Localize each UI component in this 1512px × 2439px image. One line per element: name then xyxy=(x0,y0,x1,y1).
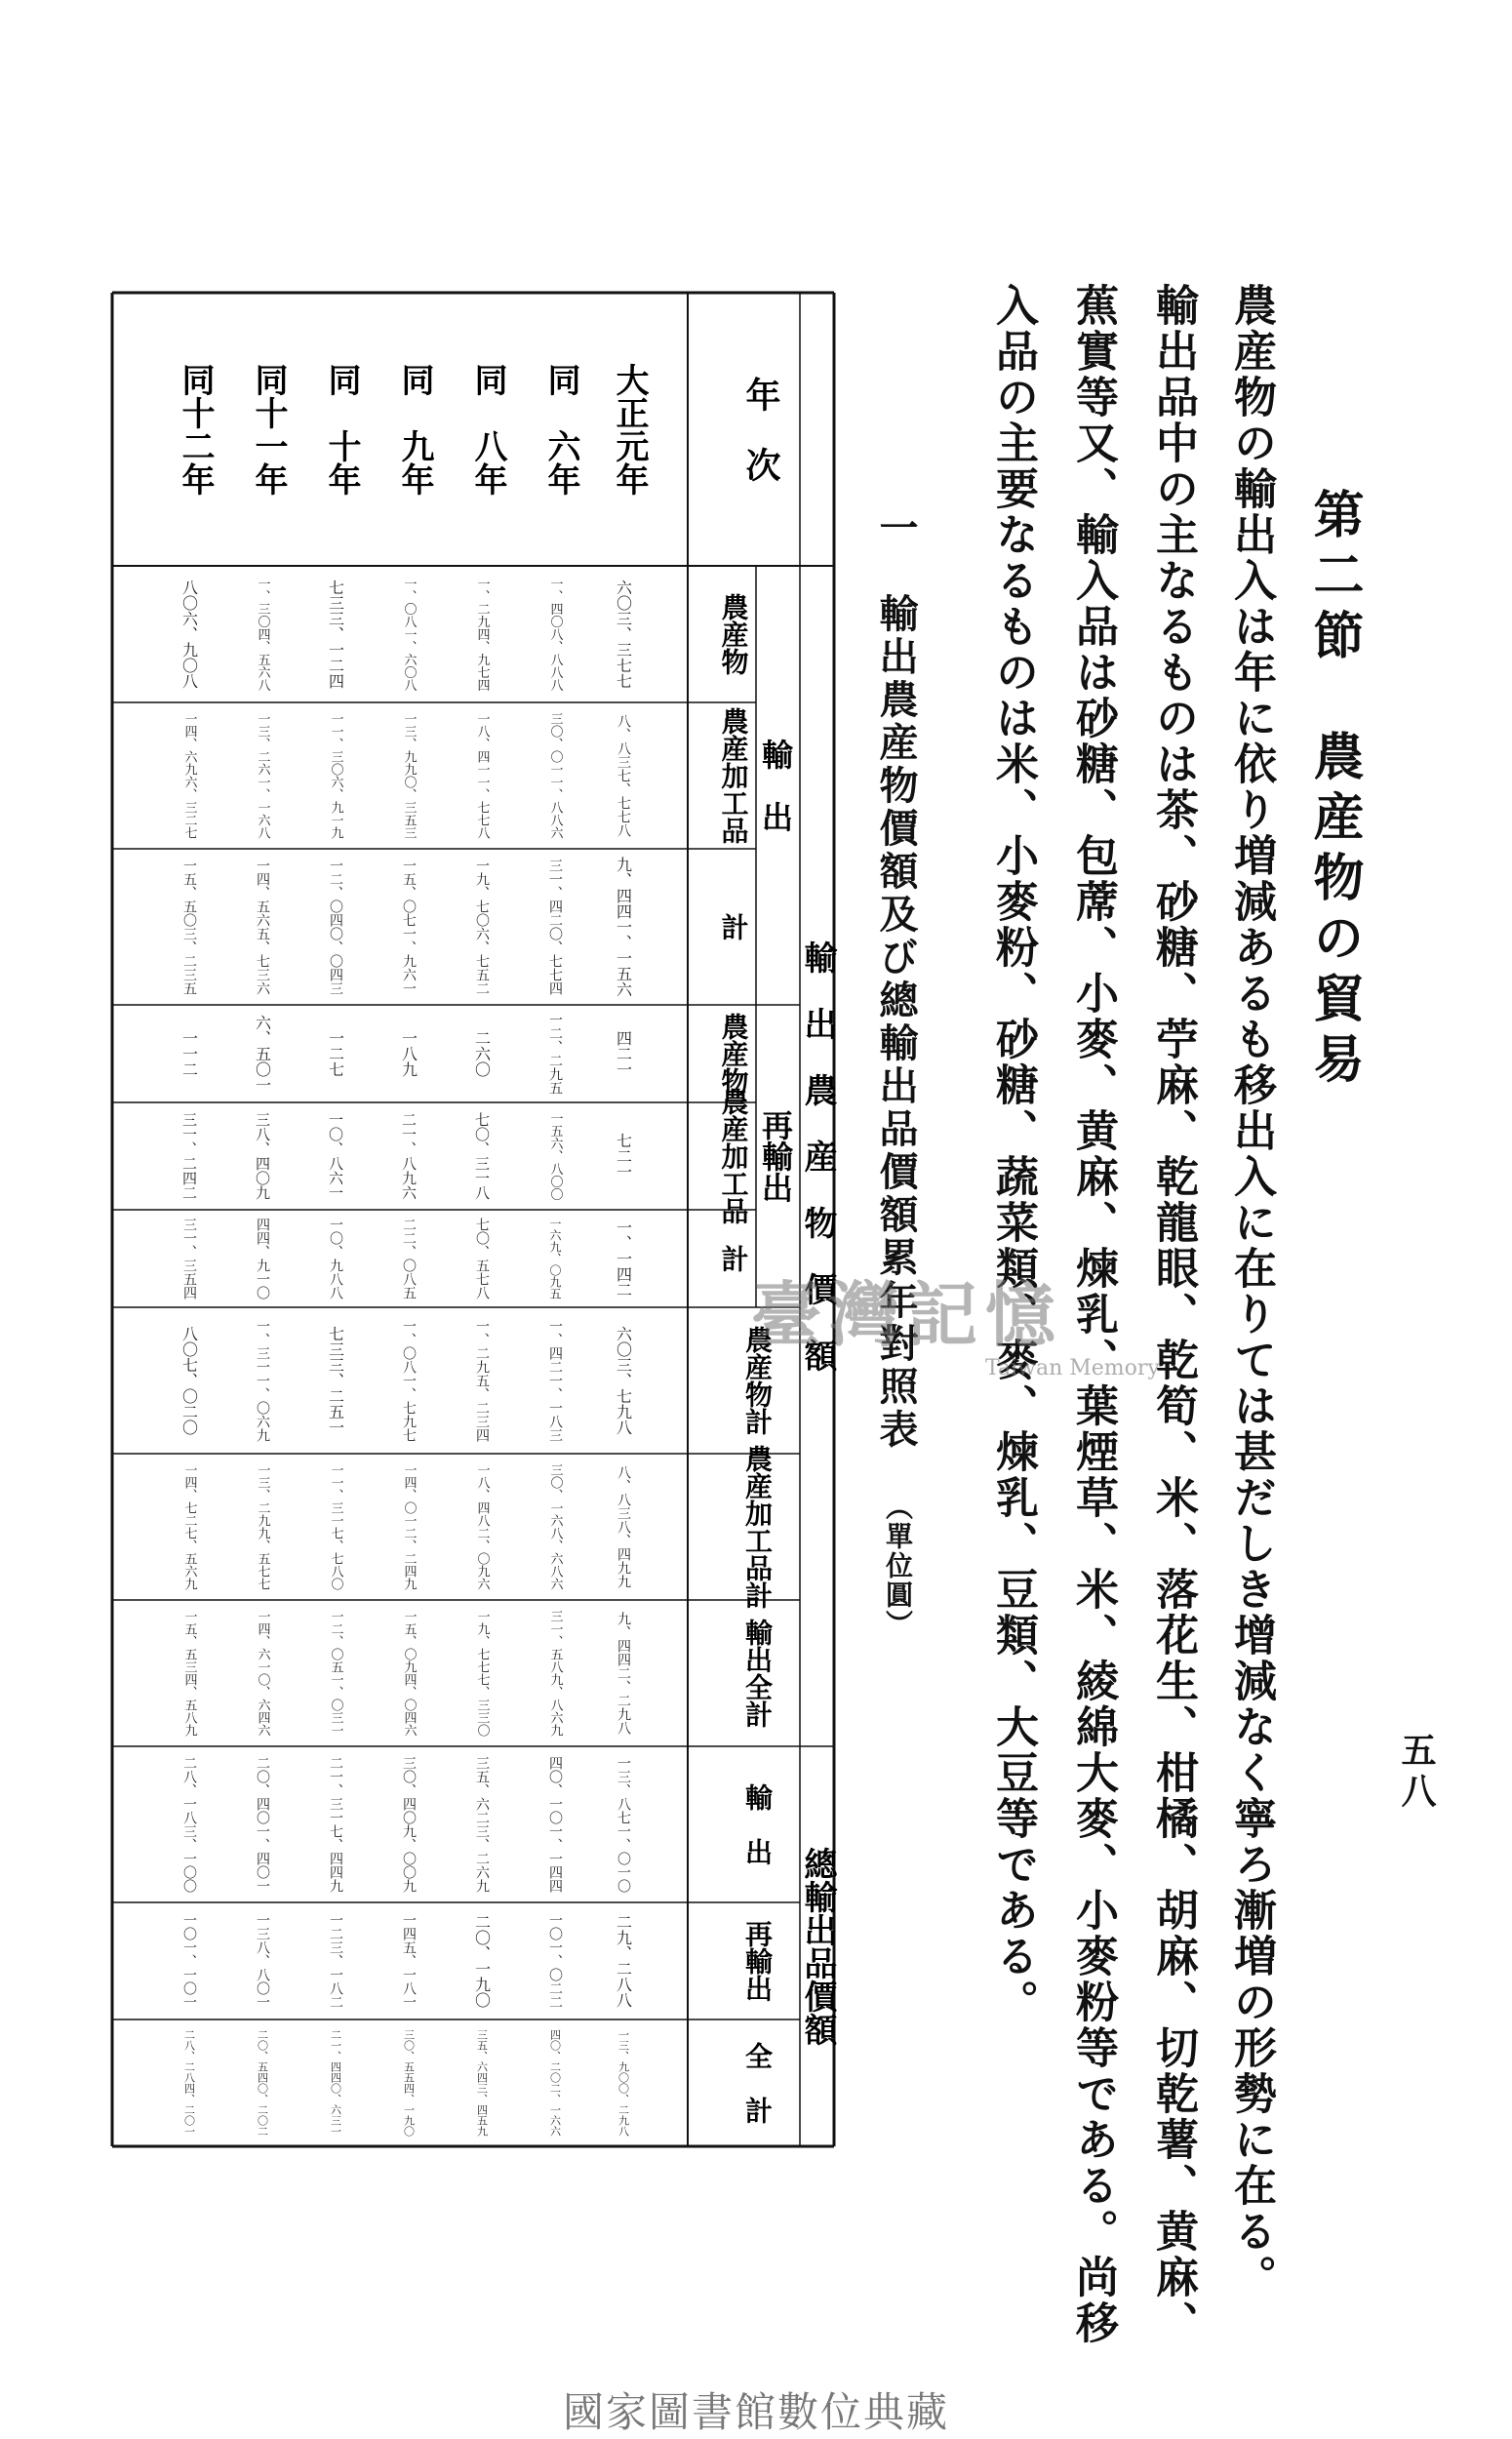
table-cell: 七二一 xyxy=(614,1133,633,1180)
table-cell: 九、四四二、二九八 xyxy=(616,1612,631,1735)
table-cell: 一一、三一七、七八〇 xyxy=(328,1463,343,1590)
table-cell: 一、三一一、〇六九 xyxy=(255,1319,270,1442)
table-cell: 一三、九九〇、三五三 xyxy=(401,712,417,839)
table-cell: 二一、三一七、四四九 xyxy=(328,1756,343,1893)
table-cell: 一八、四八二、〇九六 xyxy=(474,1463,490,1590)
table-cell: 一、二九五、二三四 xyxy=(474,1319,490,1442)
table-cell: 九、四四一、一五六 xyxy=(614,857,633,997)
table-cell: 三〇、四〇九、〇〇九 xyxy=(401,1756,417,1893)
table-cell: 一〇一、〇二二 xyxy=(547,1913,563,2009)
table-cell: 八、八三八、四九九 xyxy=(616,1465,631,1588)
paragraph-line: 蕉實等又、輸入品は砂糖、包蓆、小麥、黄麻、煉乳、葉煙草、米、綾綿大麥、小麥粉等である。尚移 xyxy=(1068,283,1118,2346)
table-cell: 三一、三五四 xyxy=(181,1218,197,1299)
table-cell: 一五、〇九四、〇四六 xyxy=(401,1610,417,1737)
table-cell: 三五、六二三、二六九 xyxy=(474,1756,490,1893)
table-cell: 一四五、一八一 xyxy=(401,1913,417,2009)
column-header: 農産加工品 xyxy=(717,707,750,844)
table-cell: 七三三、二五一 xyxy=(326,1326,345,1435)
table-cell: 一〇、九八八 xyxy=(328,1218,343,1299)
table-cell: 四二一 xyxy=(614,1030,633,1077)
table-cell: 一四、〇一二、二四九 xyxy=(401,1463,417,1590)
table-cell: 一、一四二 xyxy=(614,1220,633,1298)
table-cell: 三〇、〇一一、八八六 xyxy=(547,712,563,839)
table-cell: 二六〇 xyxy=(472,1030,492,1077)
table-cell: 一五、五〇三、二三五 xyxy=(181,859,197,995)
table-cell: 一一二 xyxy=(179,1030,199,1077)
table-cell: 四〇、一〇一、一四四 xyxy=(547,1756,563,1893)
table-cell: 一〇、八六一 xyxy=(327,1112,344,1200)
table-cell: 三八、四〇九 xyxy=(254,1112,271,1200)
table-cell: 七三三、一二四 xyxy=(326,580,345,689)
year-label: 同 十年 xyxy=(322,363,361,496)
table-cell: 一四、六一〇、六四六 xyxy=(255,1610,270,1737)
footer-archive-label: 國家圖書館數位典藏 xyxy=(562,2388,949,2436)
year-label: 同 九年 xyxy=(395,363,434,496)
page-number: 五八 xyxy=(1396,1732,1437,1814)
header-sub-reexport: 再輸出 xyxy=(757,1109,794,1203)
column-header: 農産物計 xyxy=(741,1326,774,1435)
year-label: 同十二年 xyxy=(176,363,215,496)
table-cell: 三五、六四三、四五九 xyxy=(475,2029,489,2137)
table-cell: 六〇三、三七七 xyxy=(614,580,633,689)
header-sub-export: 輸 出 xyxy=(757,739,794,832)
table-cell: 二〇、四〇一、四〇一 xyxy=(255,1756,270,1893)
table-cell: 一六九、〇九五 xyxy=(548,1218,562,1299)
table-cell: 一三八、八〇一 xyxy=(255,1913,270,2009)
header-year: 年 次 xyxy=(740,377,781,482)
table-cell: 一三、二六一、一六八 xyxy=(255,712,270,839)
table-cell: 三〇、五五四、一九〇 xyxy=(402,2029,416,2137)
year-label: 同 八年 xyxy=(468,363,507,496)
table-cell: 一二、〇四〇、〇四三 xyxy=(328,859,343,995)
column-header: 全 計 xyxy=(741,2042,774,2124)
table-cell: 一四、五六五、七三六 xyxy=(255,859,270,995)
table-cell: 六〇三、七九八 xyxy=(614,1326,633,1435)
table-cell: 一九、七〇六、七五二 xyxy=(474,859,490,995)
year-label: 同十一年 xyxy=(249,363,288,496)
column-header: 計 xyxy=(717,1245,750,1272)
table-cell: 一五、五三四、五八九 xyxy=(181,1610,197,1737)
table-cell: 一三、八七一、〇一〇 xyxy=(616,1756,631,1893)
section-title: 第二節 農産物の貿易 xyxy=(1304,488,1364,1093)
watermark-subtext: Taiwan Memory xyxy=(985,1356,1160,1380)
table-cell: 三〇、一六八、六八六 xyxy=(547,1463,563,1590)
table-cell: 一二、〇五一、〇三一 xyxy=(328,1610,343,1737)
table-cell: 三一、四二〇、七七四 xyxy=(547,859,563,995)
table-cell: 一四、六九六、三二七 xyxy=(181,712,197,839)
column-header: 農産物 xyxy=(717,593,750,675)
table-cell: 八〇七、〇二〇 xyxy=(179,1326,199,1435)
table-title-text: 輸出農産物價額及び總輸出品價額累年對照表 xyxy=(873,593,919,1452)
table-cell: 一三、二九九、五七七 xyxy=(255,1463,270,1590)
table-cell: 一、三〇四、五六八 xyxy=(255,577,270,692)
table-cell: 六、五〇一 xyxy=(253,1015,272,1093)
table-cell: 一、〇八一、六〇八 xyxy=(401,577,417,692)
table-cell: 三一、二四二 xyxy=(180,1112,198,1200)
table-cell: 一八九 xyxy=(399,1030,418,1077)
table-cell: 二〇、一九〇 xyxy=(472,1914,492,2008)
table-cell: 一三、九〇〇、二九八 xyxy=(617,2029,630,2137)
table-cell: 一一、三〇六、九一九 xyxy=(328,712,343,839)
table-cell: 一、四二一、一八三 xyxy=(547,1319,563,1442)
paragraph-line: 入品の主要なるものは米、小麥粉、砂糖、蔬菜類、麥、煉乳、豆類、大豆等である。 xyxy=(988,283,1038,2025)
table-cell: 一二三、一八二 xyxy=(328,1913,343,2009)
table-cell: 一五六、八〇〇 xyxy=(547,1111,563,1201)
year-label: 大正元年 xyxy=(610,363,649,496)
column-header: 農産物 xyxy=(717,1013,750,1095)
column-header: 農産加工品 xyxy=(717,1088,750,1224)
table-cell: 二二、〇八五 xyxy=(401,1218,417,1299)
table-cell: 一、〇八一、七九七 xyxy=(401,1319,417,1442)
header-total-export-group: 總輸出品價額 xyxy=(798,1847,837,2046)
table-cell: 八、八三七、七七八 xyxy=(616,714,631,837)
column-header: 輸 出 xyxy=(741,1783,774,1865)
watermark-logo: 臺灣記憶 xyxy=(751,1273,1064,1356)
table-cell: 四〇、二〇二、一六六 xyxy=(548,2029,562,2137)
year-label: 同 六年 xyxy=(541,363,580,496)
paragraph-line: 農産物の輸出入は年に依り増減あるも移出入に在りては甚だしき增減なく寧ろ漸増の形勢に在る。 xyxy=(1226,283,1276,2300)
table-cell: 一二七 xyxy=(326,1030,345,1077)
table-cell: 一四、七二七、五六九 xyxy=(181,1463,197,1590)
table-cell: 一二、二九五 xyxy=(547,1013,563,1095)
paragraph-line: 輸出品中の主なるものは茶、砂糖、苧麻、乾龍眼、乾筍、米、落花生、柑橘、胡麻、切乾薯、黄麻、 xyxy=(1148,283,1198,2346)
table-cell: 一〇一、一〇一 xyxy=(181,1913,197,2009)
table-cell: 一九、七七七、三三〇 xyxy=(474,1610,490,1737)
table-cell: 二八、一八三、一〇〇 xyxy=(181,1756,197,1893)
table-cell: 一五、〇七一、九六一 xyxy=(401,859,417,995)
column-header: 再輸出 xyxy=(741,1920,774,2002)
table-cell: 二一、四四〇、六三一 xyxy=(329,2029,342,2137)
table-cell: 二〇、五四〇、二〇二 xyxy=(256,2029,269,2137)
table-cell: 二八、二八四、二〇一 xyxy=(182,2029,196,2137)
header-export-agri-group: 輸 出 農 産 物 價 額 xyxy=(798,940,837,1372)
column-header: 輸出全計 xyxy=(741,1619,774,1728)
table-cell: 七〇、五七八 xyxy=(474,1218,490,1299)
table-cell: 四四、九一〇 xyxy=(255,1218,270,1299)
unit-label: （單位圓） xyxy=(882,1493,914,1639)
table-number: 一 xyxy=(873,507,919,550)
table-cell: 八〇六、九〇八 xyxy=(179,580,199,689)
table-cell: 二九、二八八 xyxy=(614,1914,633,2008)
table-cell: 二一、八九六 xyxy=(400,1112,418,1200)
table-cell: 一八、四一一、七七八 xyxy=(474,712,490,839)
column-header: 農産加工品計 xyxy=(741,1445,774,1609)
table-cell: 三一、五八九、八六九 xyxy=(547,1610,563,1737)
table-cell: 一、二九四、九七四 xyxy=(474,577,490,692)
column-header: 計 xyxy=(717,913,750,940)
table-cell: 七〇、三一八 xyxy=(473,1112,491,1200)
table-cell: 一、四〇八、八八八 xyxy=(547,577,563,692)
